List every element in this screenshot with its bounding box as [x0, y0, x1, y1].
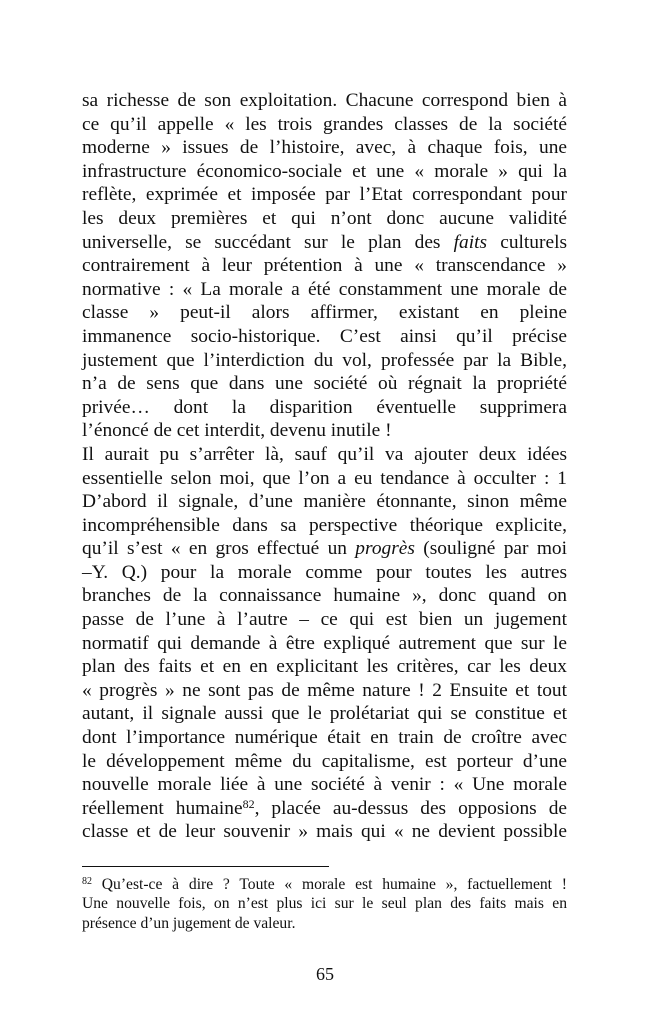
footnote-reference[interactable]: 82: [242, 796, 255, 811]
text-line: ce qu’il appelle « les trois grandes classes de la société: [82, 113, 567, 135]
text-line: classe et de leur souvenir » mais qui « ne devient possible: [82, 821, 567, 843]
text-line: reflète, exprimée et imposée par l’Etat correspondant pour: [82, 184, 567, 206]
footnote-line: présence d’un jugement de valeur.: [82, 914, 296, 932]
text-line: [82, 231, 567, 255]
text-fragment: , placée au-dessus des opposions de: [254, 797, 567, 819]
text-line: contrairement à leur prétention à une « transcendance »: [82, 255, 567, 277]
page-number: 65: [316, 964, 334, 984]
body-text: [82, 89, 567, 844]
text-line: [82, 537, 567, 561]
footnote-number: 82: [82, 876, 92, 887]
footnote-text: Qu’est-ce à dire ? Toute « morale est humaine », factuellement !: [92, 876, 567, 893]
text-line: l’énoncé de cet interdit, devenu inutile !: [82, 420, 392, 442]
text-line: les deux premières et qui n’ont donc aucune validité: [82, 207, 567, 229]
text-line: classe » peut-il alors affirmer, existant en pleine: [82, 302, 567, 324]
text-line: infrastructure économico-sociale et une « morale » qui la: [82, 160, 567, 182]
footnote-divider: [82, 866, 329, 867]
italic-word: progrès: [355, 538, 415, 560]
text-fragment: (souligné par moi: [414, 538, 567, 560]
text-fragment: qu’il s’est « en gros effectué un: [82, 538, 356, 560]
text-line: immanence socio-historique. C’est ainsi qu’il précise: [82, 325, 567, 347]
italic-word: faits: [453, 231, 488, 253]
footnote-line: Une nouvelle fois, on n’est plus ici sur le seul plan des faits mais en: [82, 895, 567, 913]
text-line: justement que l’interdiction du vol, professée par la Bible,: [82, 349, 567, 371]
text-line: D’abord il signale, d’une manière étonnante, sinon même: [82, 491, 567, 513]
text-line: dont l’importance numérique était en train de croître avec: [82, 727, 567, 749]
text-line: « progrès » ne sont pas de même nature ! 2 Ensuite et tout: [82, 679, 567, 701]
text-line: essentielle selon moi, que l’on a eu tendance à occulter : 1: [82, 467, 567, 489]
text-line: plan des faits et en en explicitant les critères, car les deux: [82, 656, 567, 678]
text-line: branches de la connaissance humaine », donc quand on: [82, 585, 567, 607]
text-line: nouvelle morale liée à une société à venir : « Une morale: [82, 774, 567, 796]
text-line: passe de l’une à l’autre – ce qui est bien un jugement: [82, 609, 567, 631]
text-line: le développement même du capitalisme, est porteur d’une: [82, 750, 567, 772]
footnote: [82, 875, 567, 933]
text-fragment: réellement humaine: [82, 797, 243, 819]
text-fragment: universelle, se succédant sur le plan des: [82, 231, 454, 253]
footnote-line: [82, 875, 567, 894]
text-line: [82, 797, 567, 821]
text-line: moderne » issues de l’histoire, avec, à chaque fois, une: [82, 137, 567, 159]
text-line: sa richesse de son exploitation. Chacune correspond bien à: [82, 90, 567, 111]
text-line: n’a de sens que dans une société où régnait la propriété: [82, 373, 567, 395]
text-line: Il aurait pu s’arrêter là, sauf qu’il va ajouter deux idées: [82, 443, 567, 465]
text-line: –Y. Q.) pour la morale comme pour toutes les autres: [82, 561, 567, 583]
text-fragment: culturels: [487, 231, 568, 253]
text-line: normative : « La morale a été constamment une morale de: [82, 278, 567, 300]
text-line: autant, il signale aussi que le prolétariat qui se constitue et: [82, 703, 567, 725]
text-line: normatif qui demande à être expliqué autrement que sur le: [82, 632, 567, 654]
text-line: privée… dont la disparition éventuelle supprimera: [82, 396, 567, 418]
text-line: incompréhensible dans sa perspective théorique explicite,: [82, 514, 567, 536]
